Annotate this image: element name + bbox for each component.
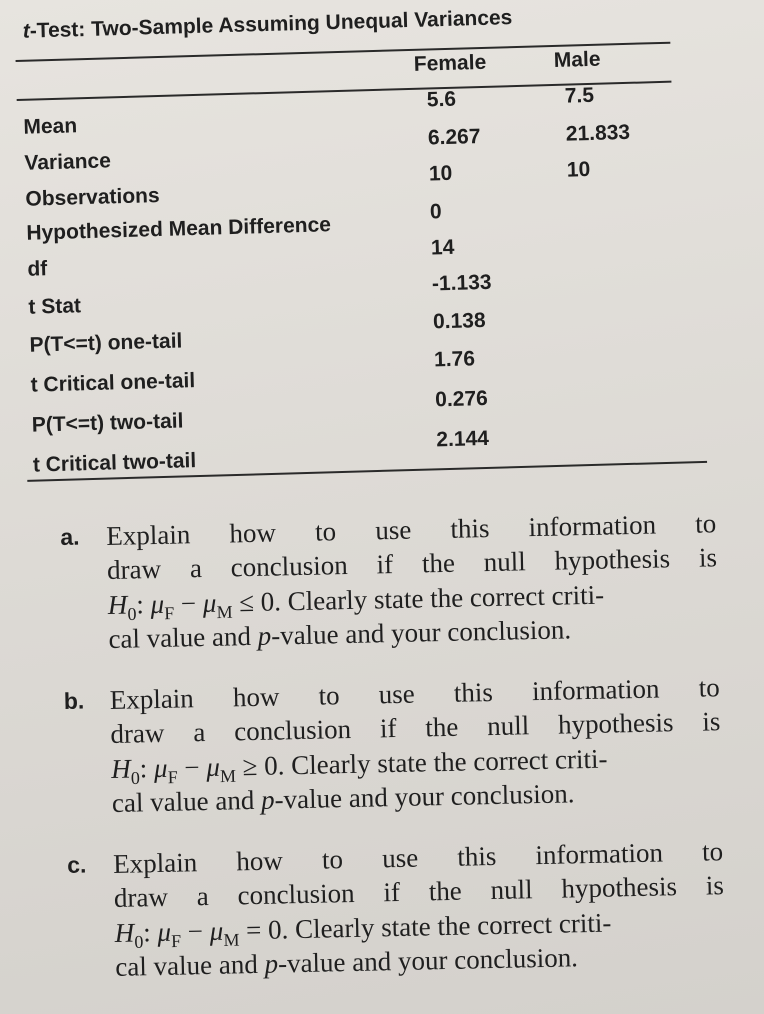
colon: : — [142, 917, 158, 948]
title-rest: -Test: Two-Sample Assuming Unequal Variances — [29, 6, 513, 43]
mu-male: μ — [202, 587, 217, 619]
minus-sign: − — [180, 588, 197, 619]
question-letter: c. — [66, 851, 87, 878]
mu-female: μ — [150, 588, 165, 620]
line4-end: -value and your conclusion. — [277, 942, 579, 979]
mu-male-subscript: M — [219, 765, 237, 787]
mu-female-subscript: F — [164, 603, 175, 624]
question-line-1: Explain how to use this information to — [109, 672, 720, 715]
h-symbol: H — [114, 917, 135, 948]
relation-text: ≥ 0. Clearly state the correct criti- — [242, 743, 608, 782]
question-item — [60, 506, 725, 655]
h-subscript: 0 — [134, 931, 144, 952]
column-header-female: Female — [413, 50, 487, 76]
mu-female-subscript: F — [170, 930, 182, 952]
mu-female-subscript: F — [167, 766, 178, 788]
line4-end: -value and your conclusion. — [270, 614, 572, 651]
question-line-2: draw a conclusion if the null hypothesis is — [110, 706, 721, 749]
mu-female: μ — [153, 752, 168, 784]
question-list — [60, 506, 725, 982]
minus-sign: − — [183, 752, 200, 783]
mu-male: μ — [205, 751, 221, 782]
mu-male: μ — [209, 915, 224, 946]
female-value: 10 — [428, 161, 453, 186]
title-t: t — [22, 19, 31, 43]
line4-start: cal value and — [111, 784, 262, 818]
female-value: 0 — [429, 200, 442, 224]
column-header-male: Male — [553, 47, 601, 72]
mu-male-subscript: M — [223, 929, 240, 951]
row-label: Hypothesized Mean Difference — [26, 213, 332, 245]
female-value: 0.276 — [434, 386, 489, 412]
female-value: 6.267 — [427, 125, 481, 150]
row-label: t Critical one-tail — [30, 369, 196, 397]
exercise-questions — [60, 506, 725, 982]
line4-start: cal value and — [115, 948, 265, 982]
question-item — [66, 834, 732, 982]
female-value: 5.6 — [426, 87, 457, 112]
h-subscript: 0 — [127, 603, 137, 624]
p-symbol: p — [257, 620, 272, 651]
female-value: -1.133 — [431, 270, 492, 296]
question-letter: a. — [60, 523, 80, 550]
question-letter: b. — [63, 687, 85, 714]
question-line-2: draw a conclusion if the null hypothesis is — [106, 542, 718, 586]
p-symbol: p — [260, 784, 275, 815]
h-symbol: H — [110, 753, 132, 784]
female-value: 0.138 — [432, 308, 486, 334]
question-line-1: Explain how to use this information to — [106, 508, 717, 552]
row-label: t Critical two-tail — [32, 449, 197, 477]
male-value: 7.5 — [564, 83, 595, 108]
relation-text: = 0. Clearly state the correct criti- — [245, 907, 612, 946]
male-value: 10 — [566, 157, 591, 182]
colon: : — [135, 589, 151, 620]
line4-end: -value and your conclusion. — [274, 778, 575, 815]
mu-female: μ — [157, 916, 172, 948]
question-line-1: Explain how to use this information to — [112, 836, 724, 879]
male-value: 21.833 — [565, 120, 631, 146]
h-symbol: H — [107, 589, 128, 621]
p-symbol: p — [264, 948, 279, 979]
line4-start: cal value and — [108, 620, 258, 655]
row-label: Mean — [23, 114, 78, 139]
female-value: 1.76 — [433, 347, 476, 372]
row-label: df — [27, 257, 48, 281]
mu-male-subscript: M — [216, 601, 233, 623]
minus-sign: − — [187, 916, 204, 947]
female-value: 14 — [430, 235, 455, 260]
ttest-output-table — [14, 0, 694, 477]
question-line-2: draw a conclusion if the null hypothesis is — [113, 870, 725, 913]
row-label: Variance — [24, 149, 112, 175]
row-label: P(T<=t) two-tail — [31, 409, 184, 437]
relation-text: ≤ 0. Clearly state the correct criti- — [238, 579, 605, 618]
row-label: t Stat — [28, 294, 82, 319]
question-item — [63, 670, 728, 818]
female-value: 2.144 — [436, 426, 490, 452]
colon: : — [139, 753, 155, 784]
row-label: Observations — [25, 184, 160, 211]
h-subscript: 0 — [130, 767, 141, 788]
table-title — [22, 6, 512, 44]
row-label: P(T<=t) one-tail — [29, 329, 183, 357]
